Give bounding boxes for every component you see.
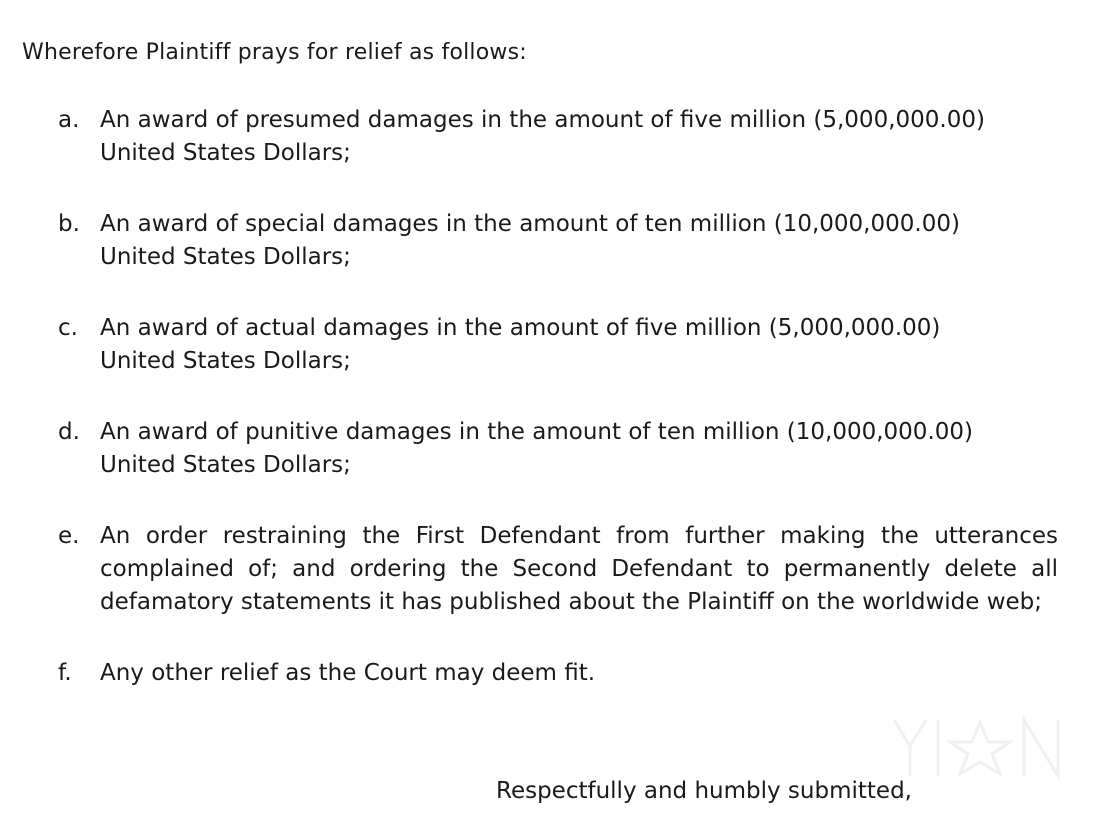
item-text: An order restraining the First Defendant from further making the utterances complained of; and ordering the Second Defendant to permanently delete all defamatory statements it has published about the Plaintiff on the worldwide web; (100, 523, 1058, 615)
item-text (100, 208, 1058, 274)
item-text (100, 104, 1058, 170)
relief-item-b (58, 208, 1058, 274)
prayer-intro: Wherefore Plaintiff prays for relief as follows: (22, 40, 527, 65)
item-text-line1: An award of presumed damages in the amount of five million (5,000,000.00) (100, 107, 985, 133)
item-text-line1: An award of special damages in the amount of ten million (10,000,000.00) (100, 211, 960, 237)
item-text (100, 416, 1058, 482)
watermark-logo-icon (888, 712, 1078, 784)
item-text-line2: United States Dollars; (100, 244, 351, 270)
item-marker: f. (58, 660, 72, 686)
relief-item-e (58, 520, 1058, 619)
item-marker: e. (58, 523, 80, 549)
relief-list (58, 104, 1058, 728)
item-text-line1: An award of actual damages in the amount of five million (5,000,000.00) (100, 315, 941, 341)
item-marker: a. (58, 107, 80, 133)
relief-item-a (58, 104, 1058, 170)
item-text-line2: United States Dollars; (100, 452, 351, 478)
item-marker: b. (58, 211, 80, 237)
item-marker: c. (58, 315, 78, 341)
item-text-line2: United States Dollars; (100, 140, 351, 166)
relief-item-d (58, 416, 1058, 482)
relief-item-c (58, 312, 1058, 378)
item-text-line1: An award of punitive damages in the amount of ten million (10,000,000.00) (100, 419, 973, 445)
item-text-line2: United States Dollars; (100, 348, 351, 374)
relief-item-f (58, 657, 1058, 690)
closing-signoff: Respectfully and humbly submitted, (496, 778, 912, 804)
item-text (100, 312, 1058, 378)
item-text: Any other relief as the Court may deem fit. (100, 660, 596, 686)
item-marker: d. (58, 419, 80, 445)
